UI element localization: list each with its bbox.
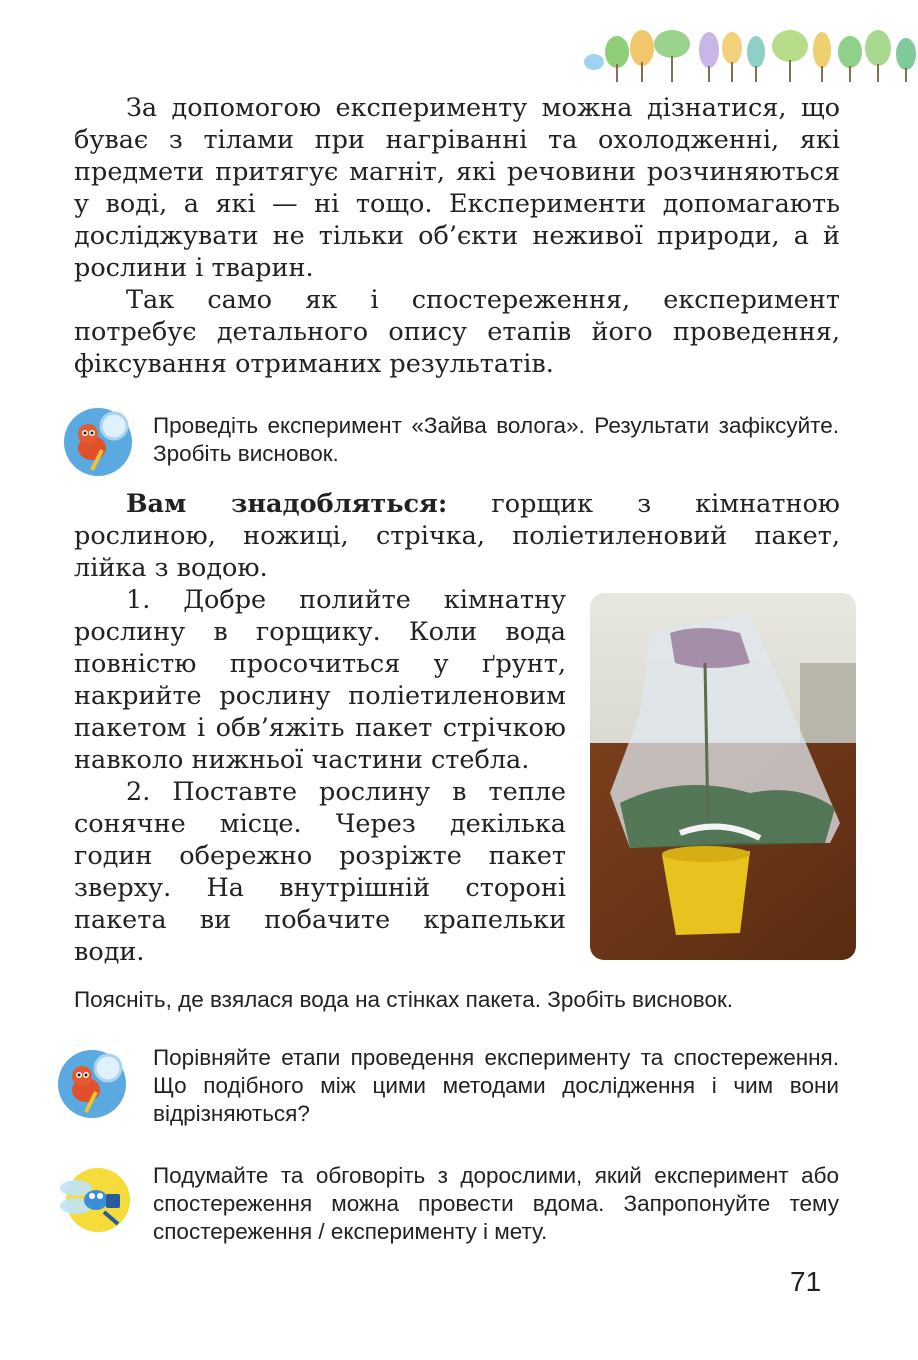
intro-text [74,92,840,380]
materials-paragraph [74,488,840,584]
task1-text: Проведіть експеримент «Зайва волога». Результати зафіксуйте. Зробіть висновок. [153,413,839,466]
materials-label: Вам знадобляться: [126,489,448,519]
materials-text: горщик з кімнатною рослиною, ножиці, стрічка, поліетиленовий пакет, лійка з водою. [74,489,841,583]
steps-text [74,584,566,968]
ant-magnifier-icon [62,404,138,480]
intro-paragraph-2: Так само як і спостереження, експеримент потребує детального опису етапів його проведення, фіксування отриманих результатів. [74,285,840,379]
intro-paragraph-1: За допомогою експерименту можна дізнатися, що буває з тілами при нагріванні та охолодженні, які предмети притягує магніт, які речовини розчиняються у воді, а які — ні тощо. Експерименти допомагають досліджувати не тільки об’єкти неживої природи, а й рослини і тварин. [74,93,840,283]
task2-text: Порівняйте етапи проведення експерименту та спостереження. Що подібного між цими методами дослідження і чим вони відрізняються? [153,1045,839,1126]
ant-magnifier-icon [56,1046,132,1122]
step-2: 2. Поставте рослину в тепле сонячне місце. Через декілька годин обережно розріжте пакет зверху. На внутрішній стороні пакета ви побачите крапельки води. [74,777,566,967]
step-1: 1. Добре полийте кімнатну рослину в горщику. Коли вода повністю просочиться у ґрунт, накрийте рослину поліетиленовим пакетом і обв’яжіть пакет стрічкою навколо нижньої частини стебла. [74,585,566,775]
trees-decoration-icon [572,22,918,84]
dragonfly-icon [56,1162,136,1238]
task3-text: Подумайте та обговоріть з дорослими, який експеримент або спостереження можна провести вдома. Запропонуйте тему спостереження / експерименту і мету. [153,1163,839,1244]
plant-experiment-photo [590,593,856,960]
page-number: 71 [790,1266,822,1297]
explain-text: Поясніть, де взялася вода на стінках пакета. Зробіть висновок. [74,987,734,1012]
